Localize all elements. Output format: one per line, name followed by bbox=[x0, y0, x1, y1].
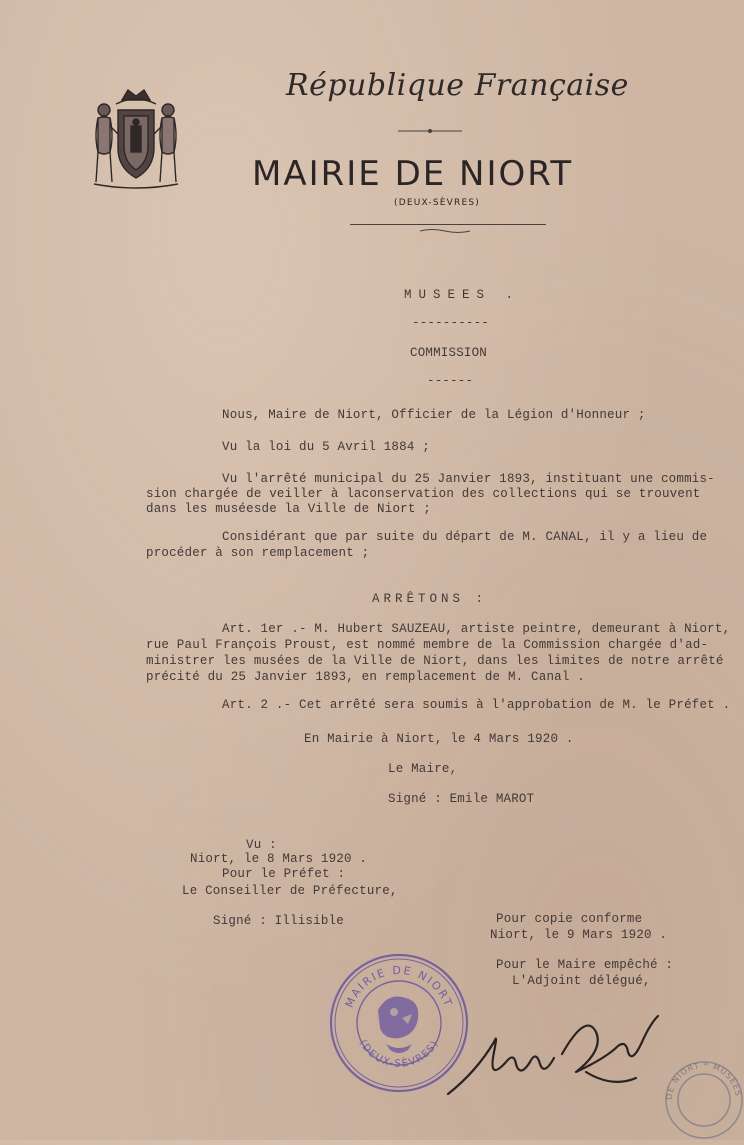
stamp-top-text: MAIRIE DE NIORT bbox=[342, 963, 456, 1010]
article-1-line-2: rue Paul François Proust, est nommé membre de la Commission chargée d'ad- bbox=[146, 638, 709, 652]
maire-empeche: Pour le Maire empêché : bbox=[496, 958, 674, 972]
handwritten-signature bbox=[436, 1002, 666, 1102]
conseiller-prefecture: Le Conseiller de Préfecture, bbox=[182, 884, 398, 898]
svg-text:(DEUX-SÈVRES) bbox=[357, 1038, 441, 1070]
signe-illisible: Signé : Illisible bbox=[213, 914, 344, 928]
copie-date: Niort, le 9 Mars 1920 . bbox=[490, 928, 668, 942]
adjoint-delegue: L'Adjoint délégué, bbox=[512, 974, 651, 988]
paragraph-3-line-2: sion chargée de veiller à laconservation des collections qui se trouvent bbox=[146, 487, 701, 501]
musees-rule: ---------- bbox=[412, 316, 490, 330]
paragraph-4-line-1: Considérant que par suite du départ de M. CANAL, il y a lieu de bbox=[222, 530, 708, 544]
republique-francaise-heading: République Française bbox=[286, 68, 629, 103]
header-ornament-top bbox=[398, 121, 462, 127]
commission-rule: ------ bbox=[427, 374, 474, 388]
paragraph-3-line-3: dans les muséesde la Ville de Niort ; bbox=[146, 502, 431, 516]
museum-corner-stamp bbox=[664, 1060, 744, 1140]
pour-le-prefet: Pour le Préfet : bbox=[222, 867, 346, 881]
date-line: En Mairie à Niort, le 4 Mars 1920 . bbox=[304, 732, 574, 746]
paragraph-3-line-1: Vu l'arrêté municipal du 25 Janvier 1893, instituant une commis- bbox=[222, 472, 715, 486]
paragraph-4-line-2: procéder à son remplacement ; bbox=[146, 546, 370, 560]
musees-title: MUSEES . bbox=[404, 288, 521, 302]
svg-text:DE NIORT * MUSÉES bbox=[665, 1061, 743, 1100]
article-1-line-4: précité du 25 Janvier 1893, en remplacement de M. Canal . bbox=[146, 670, 585, 684]
stamp-bottom-text: (DEUX-SÈVRES) bbox=[356, 1038, 442, 1070]
signe-maire: Signé : Emile MAROT bbox=[388, 792, 535, 806]
mairie-heading: MAIRIE DE NIORT bbox=[252, 154, 574, 194]
header-ornament-bottom bbox=[420, 221, 470, 227]
vu-date: Niort, le 8 Mars 1920 . bbox=[190, 852, 368, 866]
corner-stamp-text: DE NIORT * MUSÉES bbox=[664, 1060, 743, 1101]
vu-label: Vu : bbox=[246, 838, 277, 852]
commission-title: COMMISSION bbox=[410, 346, 488, 360]
copie-conforme: Pour copie conforme bbox=[496, 912, 643, 926]
coat-of-arms-icon bbox=[84, 86, 188, 194]
paragraph-2: Vu la loi du 5 Avril 1884 ; bbox=[222, 440, 430, 454]
article-1-line-1: Art. 1er .- M. Hubert SAUZEAU, artiste peintre, demeurant à Niort, bbox=[222, 622, 731, 636]
le-maire: Le Maire, bbox=[388, 762, 458, 776]
paragraph-1: Nous, Maire de Niort, Officier de la Légion d'Honneur ; bbox=[222, 408, 646, 422]
article-2: Art. 2 .- Cet arrêté sera soumis à l'approbation de M. le Préfet . bbox=[222, 698, 731, 712]
arretons-heading: ARRÊTONS : bbox=[372, 592, 488, 606]
article-1-line-3: ministrer les musées de la Ville de Niort, dans les limites de notre arrêté bbox=[146, 654, 724, 668]
department-label: (DEUX-SÈVRES) bbox=[394, 198, 481, 208]
